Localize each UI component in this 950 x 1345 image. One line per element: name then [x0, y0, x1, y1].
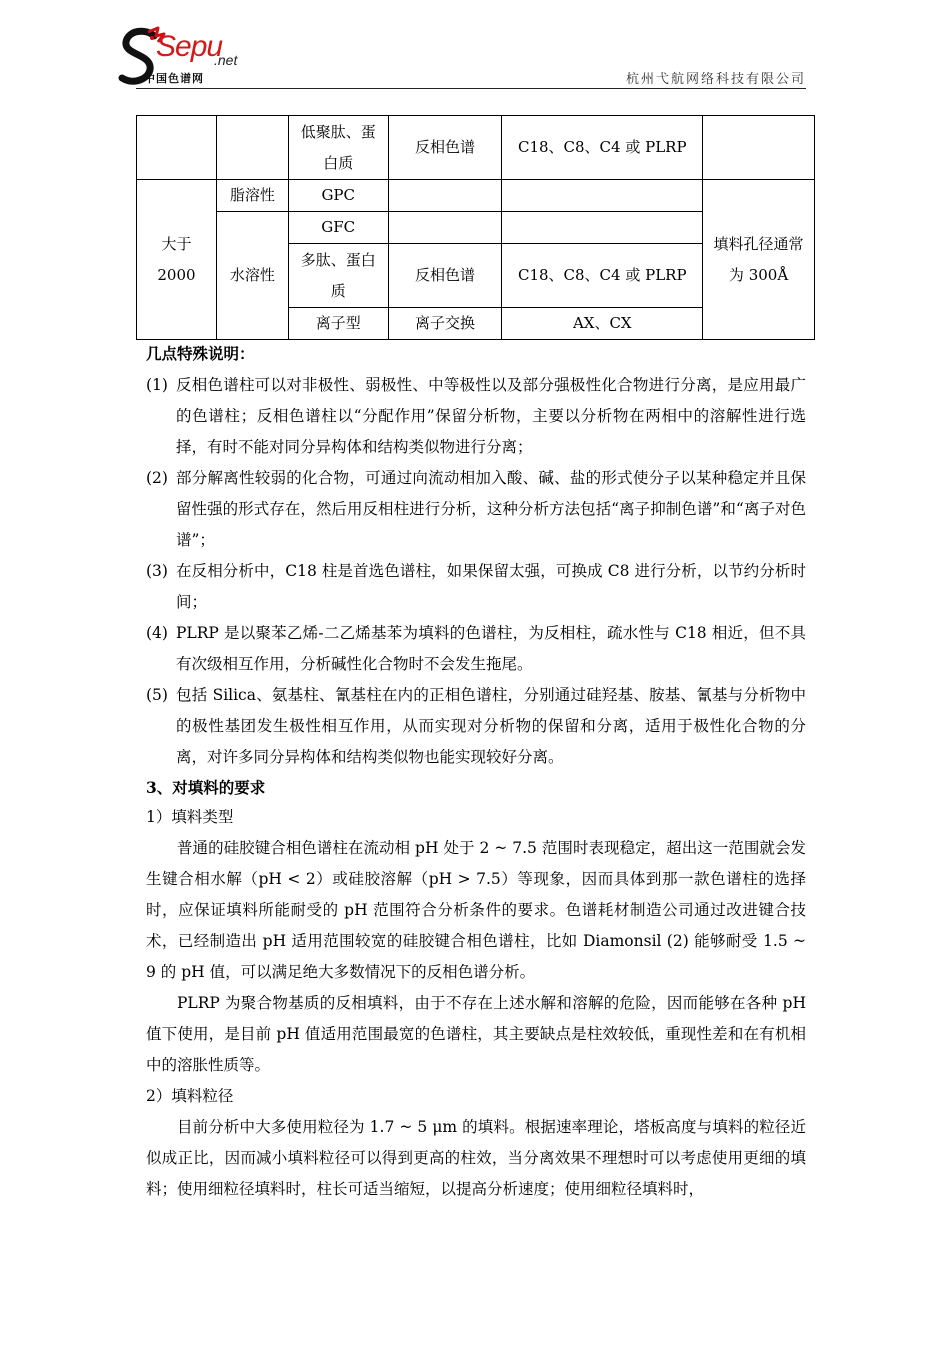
note-text: 包括 Silica、氨基柱、氰基柱在内的正相色谱柱，分别通过硅羟基、胺基、氰基与分析物中的极性基团发生极性相互作用，从而实现对分析物的保留和分离，适用于极性化合物的分离，对许多同分异构体和结构类似物也能实现较好分离。 — [176, 686, 806, 766]
header-divider — [136, 88, 806, 89]
note-number: (1) — [146, 376, 168, 394]
table-cell: C18、C8、C4 或 PLRP — [502, 244, 703, 308]
table-cell — [703, 116, 815, 180]
pore-size-note-cell: 填料孔径通常为 300Å — [703, 180, 815, 340]
table-cell — [216, 116, 288, 180]
paragraph: PLRP 为聚合物基质的反相填料，由于不存在上述水解和溶解的危险，因而能够在各种 pH 值下使用，是目前 pH 值适用范围最宽的色谱柱，其主要缺点是柱效较低，重现性差和在有机相中的溶胀性质等。 — [146, 994, 806, 1074]
note-number: (3) — [146, 562, 168, 580]
note-text: 部分解离性较弱的化合物，可通过向流动相加入酸、碱、盐的形式使分子以某种稳定并且保留性强的形式存在，然后用反相柱进行分析，这种分析方法包括“离子抑制色谱”和“离子对色谱”； — [176, 469, 806, 549]
subsection-title: 1）填料类型 — [146, 808, 234, 826]
table-cell — [388, 212, 502, 244]
section-packing-requirements — [146, 778, 806, 1205]
table-cell: GPC — [288, 180, 388, 212]
notes-title: 几点特殊说明： — [146, 344, 255, 363]
note-text: 在反相分析中，C18 柱是首选色谱柱，如果保留太强，可换成 C8 进行分析，以节约分析时间； — [176, 562, 806, 611]
table-row — [137, 180, 815, 212]
note-item — [146, 680, 806, 773]
section-title: 3、对填料的要求 — [146, 778, 266, 797]
paragraph: 普通的硅胶键合相色谱柱在流动相 pH 处于 2 ~ 7.5 范围时表现稳定，超出这一范围就会发生键合相水解（pH < 2）或硅胶溶解（pH > 7.5）等现象，因而具体到那一款色谱柱的选择时，应保证填料所能耐受的 pH 范围符合分析条件的要求。色谱耗材制造公司通过改进键合技术，已经制造出 pH 适用范围较宽的硅胶键合相色谱柱，比如 Diamonsil (2) 能够耐受 1.5 ~ 9 的 pH 值，可以满足绝大多数情况下的反相色谱分析。 — [146, 839, 806, 981]
table-cell: 反相色谱 — [388, 244, 502, 308]
note-text: 反相色谱柱可以对非极性、弱极性、中等极性以及部分强极性化合物进行分离，是应用最广的色谱柱；反相色谱柱以“分配作用”保留分析物，主要以分析物在两相中的溶解性进行选择，有时不能对同分异构体和结构类似物进行分离； — [176, 376, 806, 456]
note-number: (2) — [146, 469, 168, 487]
table-cell: 离子交换 — [388, 308, 502, 340]
note-number: (5) — [146, 686, 168, 704]
note-item — [146, 463, 806, 556]
water-soluble-cell: 水溶性 — [216, 212, 288, 340]
table-cell: 低聚肽、蛋白质 — [288, 116, 388, 180]
size-range-cell: 大于 2000 — [137, 180, 217, 340]
table-cell — [502, 212, 703, 244]
table-cell — [388, 180, 502, 212]
note-item — [146, 618, 806, 680]
note-text: PLRP 是以聚苯乙烯-二乙烯基苯为填料的色谱柱，为反相柱，疏水性与 C18 相近，但不具有次级相互作用，分析碱性化合物时不会发生拖尾。 — [176, 624, 806, 673]
note-number: (4) — [146, 624, 168, 642]
logo-wordmark: Sepu — [156, 30, 223, 63]
table-cell — [137, 116, 217, 180]
subsection-title: 2）填料粒径 — [146, 1087, 234, 1105]
table-cell: 反相色谱 — [388, 116, 502, 180]
note-item — [146, 370, 806, 463]
table-cell — [502, 180, 703, 212]
paragraph: 目前分析中大多使用粒径为 1.7 ~ 5 μm 的填料。根据速率理论，塔板高度与填料的粒径近似成正比，因而减小填料粒径可以得到更高的柱效，当分离效果不理想时可以考虑使用更细的填料；使用细粒径填料时，柱长可适当缩短，以提高分析速度；使用细粒径填料时， — [146, 1118, 806, 1198]
table-cell: C18、C8、C4 或 PLRP — [502, 116, 703, 180]
table-cell: 多肽、蛋白质 — [288, 244, 388, 308]
table-row — [137, 116, 815, 180]
logo-domain: .net — [214, 52, 238, 68]
note-item — [146, 556, 806, 618]
table-cell: AX、CX — [502, 308, 703, 340]
column-selection-table — [136, 115, 815, 340]
table-cell: GFC — [288, 212, 388, 244]
company-name: 杭州弋航网络科技有限公司 — [625, 72, 806, 87]
sepu-logo — [118, 26, 258, 92]
logo-chinese-name: 中国色谱网 — [144, 72, 204, 85]
table-cell: 离子型 — [288, 308, 388, 340]
special-notes — [146, 344, 806, 773]
lipid-soluble-cell: 脂溶性 — [216, 180, 288, 212]
